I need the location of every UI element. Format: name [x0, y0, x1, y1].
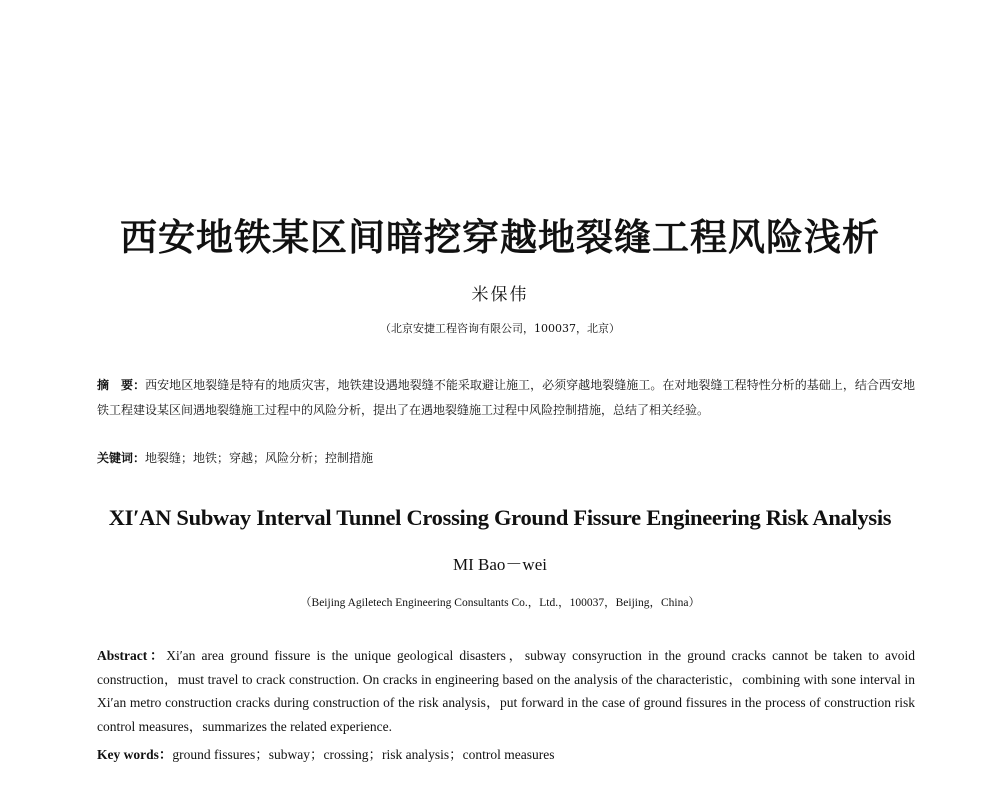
chinese-abstract-label: 摘 要：	[97, 378, 146, 392]
chinese-title: 西安地铁某区间暗挖穿越地裂缝工程风险浅析	[120, 216, 880, 259]
english-keywords-label: Key words：	[97, 747, 173, 762]
english-affiliation: （Beijing Agiletech Engineering Consultants Co.，Ltd.，100037，Beijing，China）	[300, 597, 700, 609]
english-title: XI′AN Subway Interval Tunnel Crossing Ground Fissure Engineering Risk Analysis	[108, 505, 892, 530]
english-abstract	[97, 644, 915, 738]
english-author: MI Bao－wei	[453, 555, 547, 574]
chinese-abstract	[97, 373, 915, 423]
english-keywords-text: ground fissures；subway；crossing；risk analysis；control measures	[172, 747, 555, 762]
chinese-author: 米保伟	[471, 285, 529, 305]
chinese-keywords-label: 关键词：	[97, 451, 146, 465]
chinese-abstract-text: 西安地区地裂缝是特有的地质灾害，地铁建设遇地裂缝不能采取避让施工，必须穿越地裂缝施工。在对地裂缝工程特性分析的基础上，结合西安地铁工程建设某区间遇地裂缝施工过程中的风险分析，提出了在遇地裂缝施工过程中风险控制措施，总结了相关经验。	[97, 378, 915, 417]
chinese-keywords	[97, 448, 915, 468]
english-abstract-label: Abstract：	[97, 648, 167, 663]
english-keywords	[97, 744, 915, 766]
english-abstract-text: Xi′an area ground fissure is the unique geological disasters，subway consyruction in the ground cracks cannot be taken to avoid construction，must travel to crack construction. On cracks in engineering based on the analysis of the characteristic，combining with sone interval in Xi′an metro construction cracks during construction of the risk analysis，put forward in the case of ground fissures in the process of construction risk control measures，summarizes the related experience.	[97, 648, 915, 734]
chinese-affiliation: （北京安捷工程咨询有限公司，100037，北京）	[380, 322, 620, 335]
chinese-keywords-text: 地裂缝；地铁；穿越；风险分析；控制措施	[145, 451, 374, 465]
